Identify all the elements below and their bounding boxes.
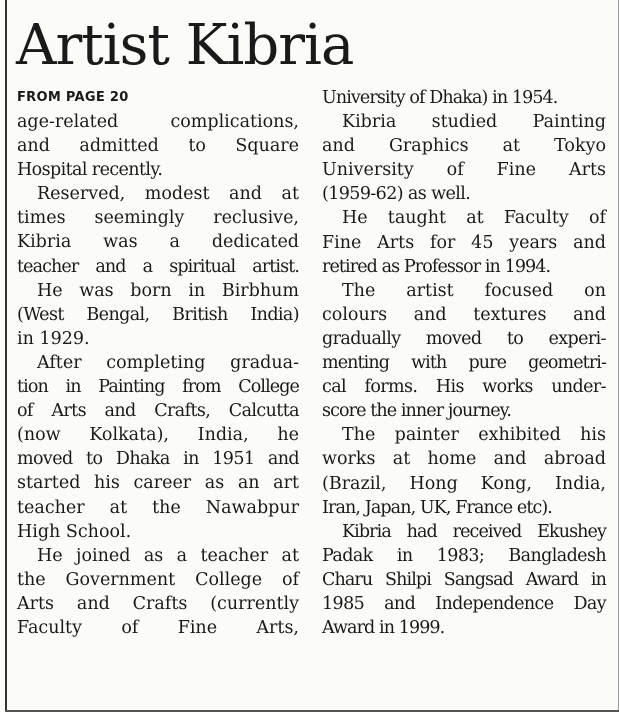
text-line: teacher at the Nawabpur <box>17 497 299 518</box>
text-line: retired as Professor in 1994. <box>322 256 551 277</box>
text-line: of Arts and Crafts, Calcutta <box>17 401 299 422</box>
text-line: (West Bengal, British India) <box>17 304 299 325</box>
text-line: teacher and a spiritual artist. <box>17 256 299 277</box>
text-line: The painter exhibited his <box>342 425 606 446</box>
text-line: Reserved, modest and at <box>37 184 299 205</box>
text-line: Fine Arts for 45 years and <box>322 232 606 253</box>
text-line: Arts and Crafts (currently <box>17 593 299 614</box>
text-line: He was born in Birbhum <box>37 280 299 301</box>
text-line: University of Dhaka) in 1954. <box>322 88 558 108</box>
text-line: age-related complications, <box>17 112 299 132</box>
text-line: Faculty of Fine Arts, <box>17 617 299 638</box>
text-line: menting with pure geometri- <box>322 353 606 374</box>
text-line: (1959-62) as well. <box>322 184 471 205</box>
text-line: colours and textures and <box>322 304 606 325</box>
text-line: cal forms. His works under- <box>322 377 606 398</box>
text-line: Charu Shilpi Sangsad Award in <box>322 569 606 590</box>
text-line: The artist focused on <box>342 280 606 301</box>
text-line: After completing gradua- <box>37 352 299 373</box>
headline: Artist Kibria <box>16 13 354 78</box>
text-line: score the inner journey. <box>322 401 511 422</box>
text-line: He joined as a teacher at <box>37 545 299 566</box>
text-line: times seemingly reclusive, <box>17 208 299 229</box>
text-line: Hospital recently. <box>17 160 163 181</box>
text-line: He taught at Faculty of <box>342 208 606 229</box>
text-line: Iran, Japan, UK, France etc). <box>322 497 552 518</box>
left-column-text <box>17 110 299 640</box>
text-line: and admitted to Square <box>17 136 299 157</box>
text-line: University of Fine Arts <box>322 160 606 181</box>
text-line: the Government College of <box>17 569 299 590</box>
text-line: (Brazil, Hong Kong, India, <box>322 473 606 494</box>
left-column <box>17 86 299 640</box>
text-line: Kibria studied Painting <box>342 112 606 133</box>
right-column-text <box>322 86 606 640</box>
text-line: started his career as an art <box>17 473 299 494</box>
text-line: Kibria had received Ekushey <box>342 521 606 542</box>
text-line: Kibria was a dedicated <box>17 232 299 253</box>
text-line: Padak in 1983; Bangladesh <box>322 545 606 566</box>
text-line: moved to Dhaka in 1951 and <box>17 449 299 470</box>
text-line: 1985 and Independence Day <box>322 593 606 614</box>
right-column <box>322 86 606 640</box>
left-column-rule <box>5 0 7 712</box>
text-line: Award in 1999. <box>322 618 445 639</box>
continuation-kicker: FROM PAGE 20 <box>17 90 129 105</box>
text-line: tion in Painting from College <box>17 377 299 398</box>
text-line: works at home and abroad <box>322 449 606 470</box>
text-line: High School. <box>17 521 132 542</box>
text-line: gradually moved to experi- <box>322 328 606 349</box>
text-line: and Graphics at Tokyo <box>322 136 606 157</box>
text-line: in 1929. <box>17 328 90 349</box>
text-line: (now Kolkata), India, he <box>17 425 299 446</box>
